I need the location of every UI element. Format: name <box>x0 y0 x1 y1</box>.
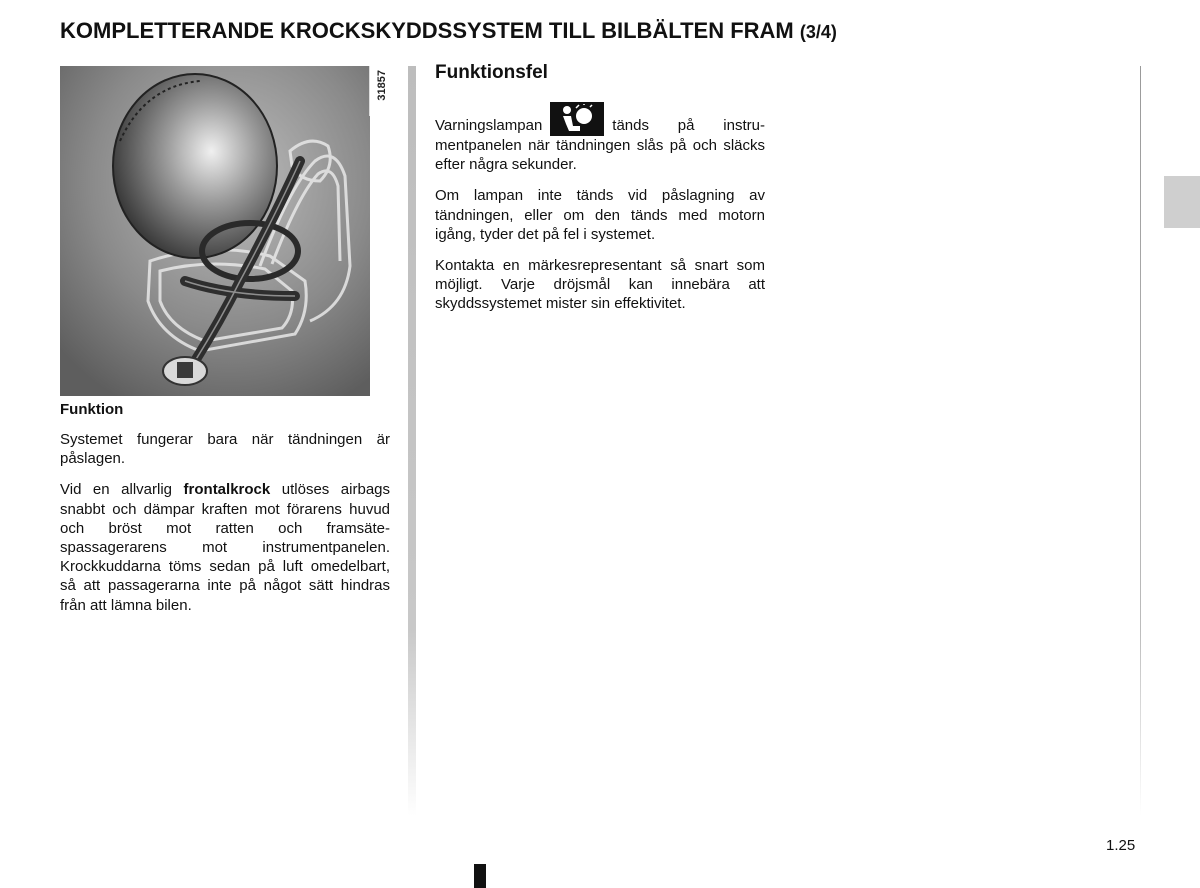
airbag-seat-illustration-icon <box>60 66 370 396</box>
margin-divider <box>1140 66 1141 816</box>
airbag-figure <box>60 66 390 396</box>
page-title-part: (3/4) <box>799 22 837 42</box>
left-column <box>60 401 390 627</box>
figure-number-tab <box>369 66 390 116</box>
paragraph-text: Varningslampan <box>435 117 543 134</box>
right-column <box>435 62 765 326</box>
figure-number: 31857 <box>376 70 388 101</box>
paragraph: Om lampan inte tänds vid påslagning av tändningen, eller om den tänds med motorn igång, tyder det på fel i systemet. <box>435 187 765 243</box>
chapter-tab <box>1164 176 1200 228</box>
paragraph: Systemet fungerar bara när tändningen är påslagen. <box>60 431 390 468</box>
print-mark <box>474 864 486 888</box>
page-title-main: KOMPLETTERANDE KROCKSKYDDSSYSTEM TILL BILBÄLTEN FRAM <box>60 18 794 43</box>
emphasis-text: frontalkrock <box>183 481 271 499</box>
page-number: 1.25 <box>1106 837 1136 854</box>
airbag-warning-icon <box>550 102 604 136</box>
paragraph-text: tänds på instrumentpanelen när tändningen slås på och släcks efter några sekunder. <box>435 117 765 174</box>
column-divider <box>408 66 416 816</box>
section-heading-funktionsfel: Funktionsfel <box>435 62 548 83</box>
paragraph <box>60 480 390 614</box>
section-heading-funktion: Funktion <box>60 401 124 418</box>
page-title <box>60 18 837 44</box>
paragraph: Kontakta en märkesrepresentant så snart som möjligt. Varje dröjsmål kan innebära att skyddssystemet mister sin effektivitet. <box>435 257 765 313</box>
paragraph-text: utlöses airbags snabbt och dämpar kraften mot förarens huvud och bröst mot ratten och framsätespassagerarens mot instrumentpanelen. Krockkuddarna töms sedan på luft omedelbart, så att passagerarna inte på något sätt hindras från att lämna bilen. <box>60 481 391 614</box>
paragraph <box>435 102 765 174</box>
paragraph-text: Vid en allvarlig <box>60 481 184 499</box>
